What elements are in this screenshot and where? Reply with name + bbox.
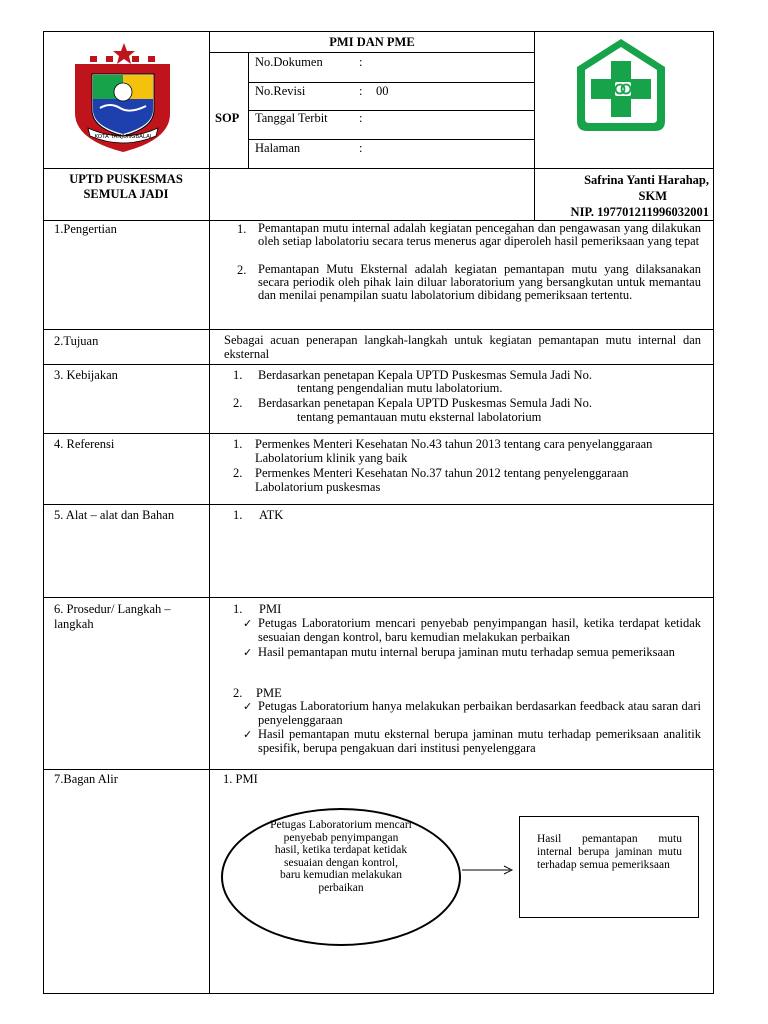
signer-block: Safrina Yanti Harahap, SKM NIP. 197701211996032001 [570, 173, 709, 219]
organization-name: UPTD PUSKESMAS SEMULA JADI [69, 172, 183, 201]
checkmark-icon: ✓ [243, 728, 253, 741]
checkmark-icon: ✓ [243, 617, 253, 630]
document-title: PMI DAN PME [329, 35, 415, 49]
section-label-alat: 5. Alat – alat dan Bahan [54, 508, 175, 522]
checkmark-icon: ✓ [243, 700, 253, 713]
flowchart-box-text: Hasil pemantapan mutu internal berupa jaminan mutu terhadap semua pemeriksaan [537, 833, 682, 871]
city-emblem-logo [70, 40, 176, 154]
flowchart-ellipse-text: Petugas Laboratorium mencari penyebab penyimpangan hasil, ketika terdapat ketidak sesuaian dengan kontrol, baru kemudian melakukan perbaikan [270, 819, 412, 894]
sop-label: SOP [215, 111, 240, 125]
section-label-bagan-alir: 7.Bagan Alir [54, 772, 118, 786]
section-label-tujuan: 2.Tujuan [54, 334, 99, 348]
svg-text:KOTA TANJUNGBALAI: KOTA TANJUNGBALAI [94, 134, 152, 140]
checkmark-icon: ✓ [243, 646, 253, 659]
section-label-kebijakan: 3. Kebijakan [54, 368, 118, 382]
section-label-referensi: 4. Referensi [54, 437, 115, 451]
bagan-heading: 1. PMI [223, 772, 258, 786]
section-label-pengertian: 1.Pengertian [54, 222, 117, 236]
puskesmas-logo [573, 37, 669, 133]
flowchart-arrow [462, 864, 514, 876]
tujuan-text: Sebagai acuan penerapan langkah-langkah untuk kegiatan pemantapan mutu internal dan eksternal [224, 333, 701, 361]
section-label-prosedur: 6. Prosedur/ Langkah – langkah [54, 602, 171, 631]
